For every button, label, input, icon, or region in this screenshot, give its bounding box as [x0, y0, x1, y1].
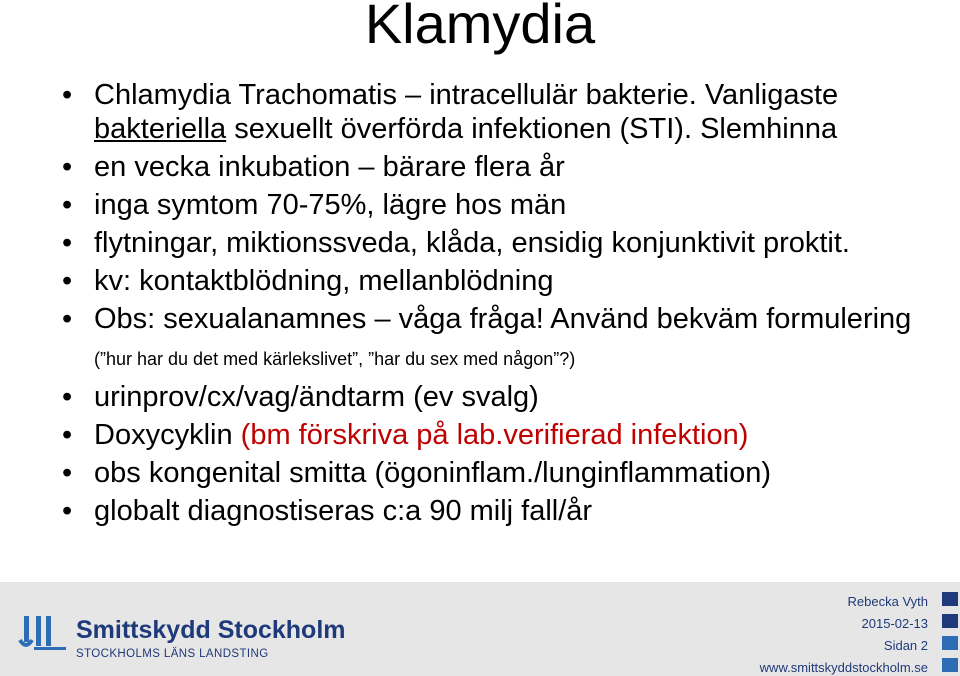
bullet-item [62, 456, 942, 490]
bullet-text: obs kongenital smitta (ögoninflam./lunginflammation) [94, 457, 772, 489]
bullet-text: en vecka inkubation – bärare flera år [94, 151, 565, 183]
bullet-text: inga symtom 70-75%, lägre hos män [94, 189, 567, 221]
brand-subtitle: STOCKHOLMS LÄNS LANDSTING [76, 648, 269, 660]
decorative-square [942, 592, 958, 606]
bullet-item [62, 302, 942, 376]
bullet-red-note: (bm förskriva på lab.verifierad infektion) [240, 419, 749, 451]
bullet-text: kv: kontaktblödning, mellanblödning [94, 265, 554, 297]
bullet-text: urinprov/cx/vag/ändtarm (ev svalg) [94, 381, 539, 413]
bullet-item [62, 380, 942, 414]
bullet-small-note: (”hur har du det med kärlekslivet”, ”har du sex med någon”?) [94, 349, 576, 369]
bullet-text: globalt diagnostiseras c:a 90 milj fall/år [94, 495, 593, 527]
bullet-list [62, 78, 942, 532]
underlined-word: bakteriella [94, 113, 227, 145]
bullet-item [62, 418, 942, 452]
brand-name: Smittskydd Stockholm [76, 616, 346, 644]
bullet-item [62, 78, 942, 146]
slide-title: Klamydia [364, 0, 596, 55]
bullet-text: Obs: sexualanamnes – våga fråga! Använd bekväm formulering [94, 303, 912, 335]
bullet-item [62, 188, 942, 222]
decorative-square [942, 614, 958, 628]
footer-url[interactable]: www.smittskyddstockholm.se [759, 660, 928, 675]
footer-author: Rebecka Vyth [847, 594, 928, 609]
bullet-text: flytningar, miktionssveda, klåda, ensidig konjunktivit proktit. [94, 227, 850, 259]
footer-page-number: Sidan 2 [883, 638, 928, 653]
footer [0, 582, 960, 676]
bullet-text: sexuellt överförda infektionen (STI). Slemhinna [226, 113, 838, 145]
bullet-text: Doxycyklin [94, 419, 241, 451]
bullet-item [62, 264, 942, 298]
decorative-square [942, 658, 958, 672]
decorative-square [942, 636, 958, 650]
bullet-text: Chlamydia Trachomatis – intracellulär bakterie. Vanligaste [94, 79, 839, 111]
bullet-item [62, 226, 942, 260]
footer-date: 2015-02-13 [861, 616, 928, 631]
smittskydd-logo-icon [18, 614, 70, 654]
bullet-item [62, 494, 942, 528]
bullet-item [62, 150, 942, 184]
